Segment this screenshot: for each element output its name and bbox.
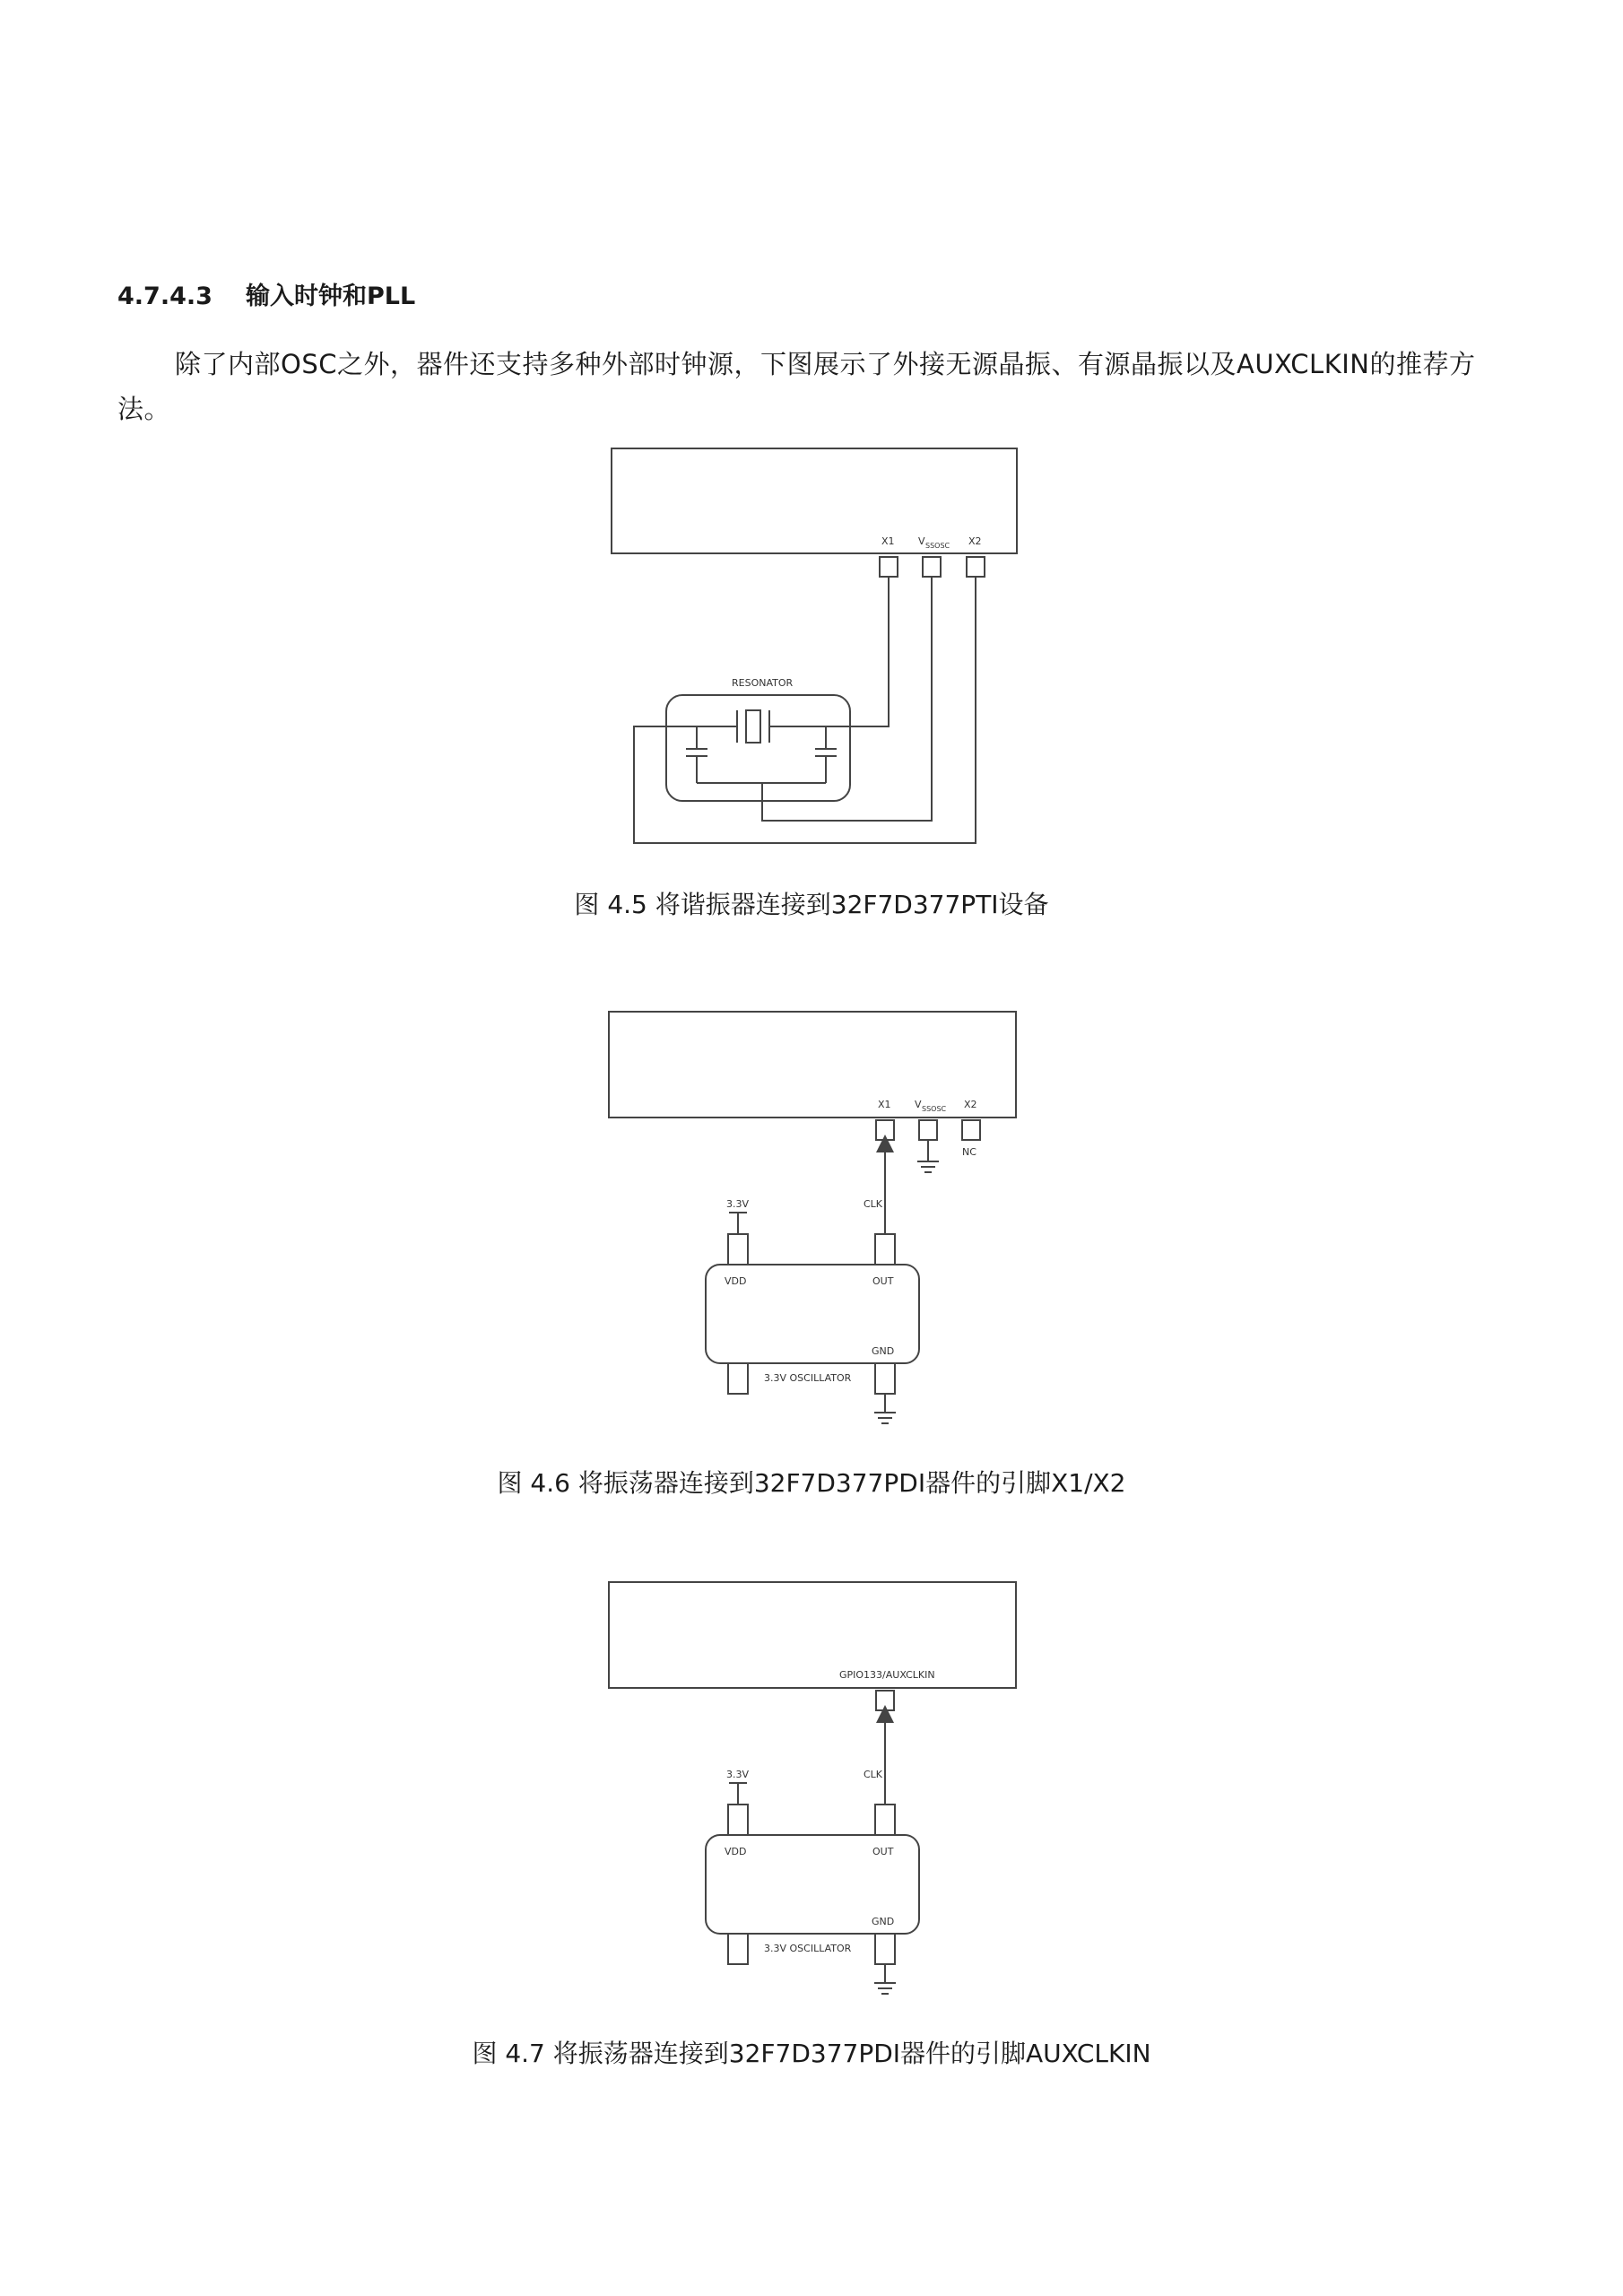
auxclkin-pin-label: GPIO133/AUXCLKIN [839, 1669, 935, 1681]
out-label: OUT [872, 1275, 894, 1287]
figure-oscillator-x1 [0, 1004, 1623, 1525]
figure-oscillator-auxclkin [0, 1575, 1623, 2095]
oscillator-x1-diagram [0, 1004, 1623, 1453]
pin-x2-label: X2 [968, 535, 982, 547]
section-number: 4.7.4.3 [117, 283, 213, 310]
figure-4-5-caption: 图 4.5 将谐振器连接到32F7D377PTI设备 [574, 890, 1049, 919]
figure-4-6-caption: 图 4.6 将振荡器连接到32F7D377PDI器件的引脚X1/X2 [497, 1468, 1126, 1498]
intro-paragraph: 除了内部OSC之外，器件还支持多种外部时钟源，下图展示了外接无源晶振、有源晶振以及AUXCLKIN的推荐方法。 [117, 349, 1476, 424]
pin-vss-subscript: SSOSC [922, 1105, 947, 1113]
pin-vss-subscript: SSOSC [925, 542, 950, 550]
vdd-label: VDD [725, 1275, 747, 1287]
gnd-label: GND [872, 1345, 895, 1357]
oscillator-auxclkin-diagram [0, 1575, 1623, 2023]
pin-x1-label: X1 [878, 1099, 891, 1110]
vdd-label: VDD [725, 1846, 747, 1857]
gnd-label: GND [872, 1916, 895, 1927]
pin-x1-label: X1 [881, 535, 895, 547]
pin-vss-label: V [918, 535, 925, 547]
clk-label: CLK [864, 1769, 883, 1780]
clk-label: CLK [864, 1198, 883, 1210]
section-heading [117, 276, 415, 311]
out-label: OUT [872, 1846, 894, 1857]
section-title: 输入时钟和PLL [246, 283, 416, 310]
oscillator-label: 3.3V OSCILLATOR [764, 1372, 852, 1384]
resonator-diagram [0, 439, 1623, 870]
supply-label: 3.3V [726, 1769, 750, 1780]
figure-resonator [0, 439, 1623, 942]
pin-vss-label: V [915, 1099, 922, 1110]
figure-4-7-caption: 图 4.7 将振荡器连接到32F7D377PDI器件的引脚AUXCLKIN [472, 2039, 1151, 2068]
resonator-label: RESONATOR [732, 677, 794, 689]
pin-x2-label: X2 [964, 1099, 977, 1110]
supply-label: 3.3V [726, 1198, 750, 1210]
oscillator-label: 3.3V OSCILLATOR [764, 1943, 852, 1954]
nc-label: NC [962, 1146, 976, 1158]
